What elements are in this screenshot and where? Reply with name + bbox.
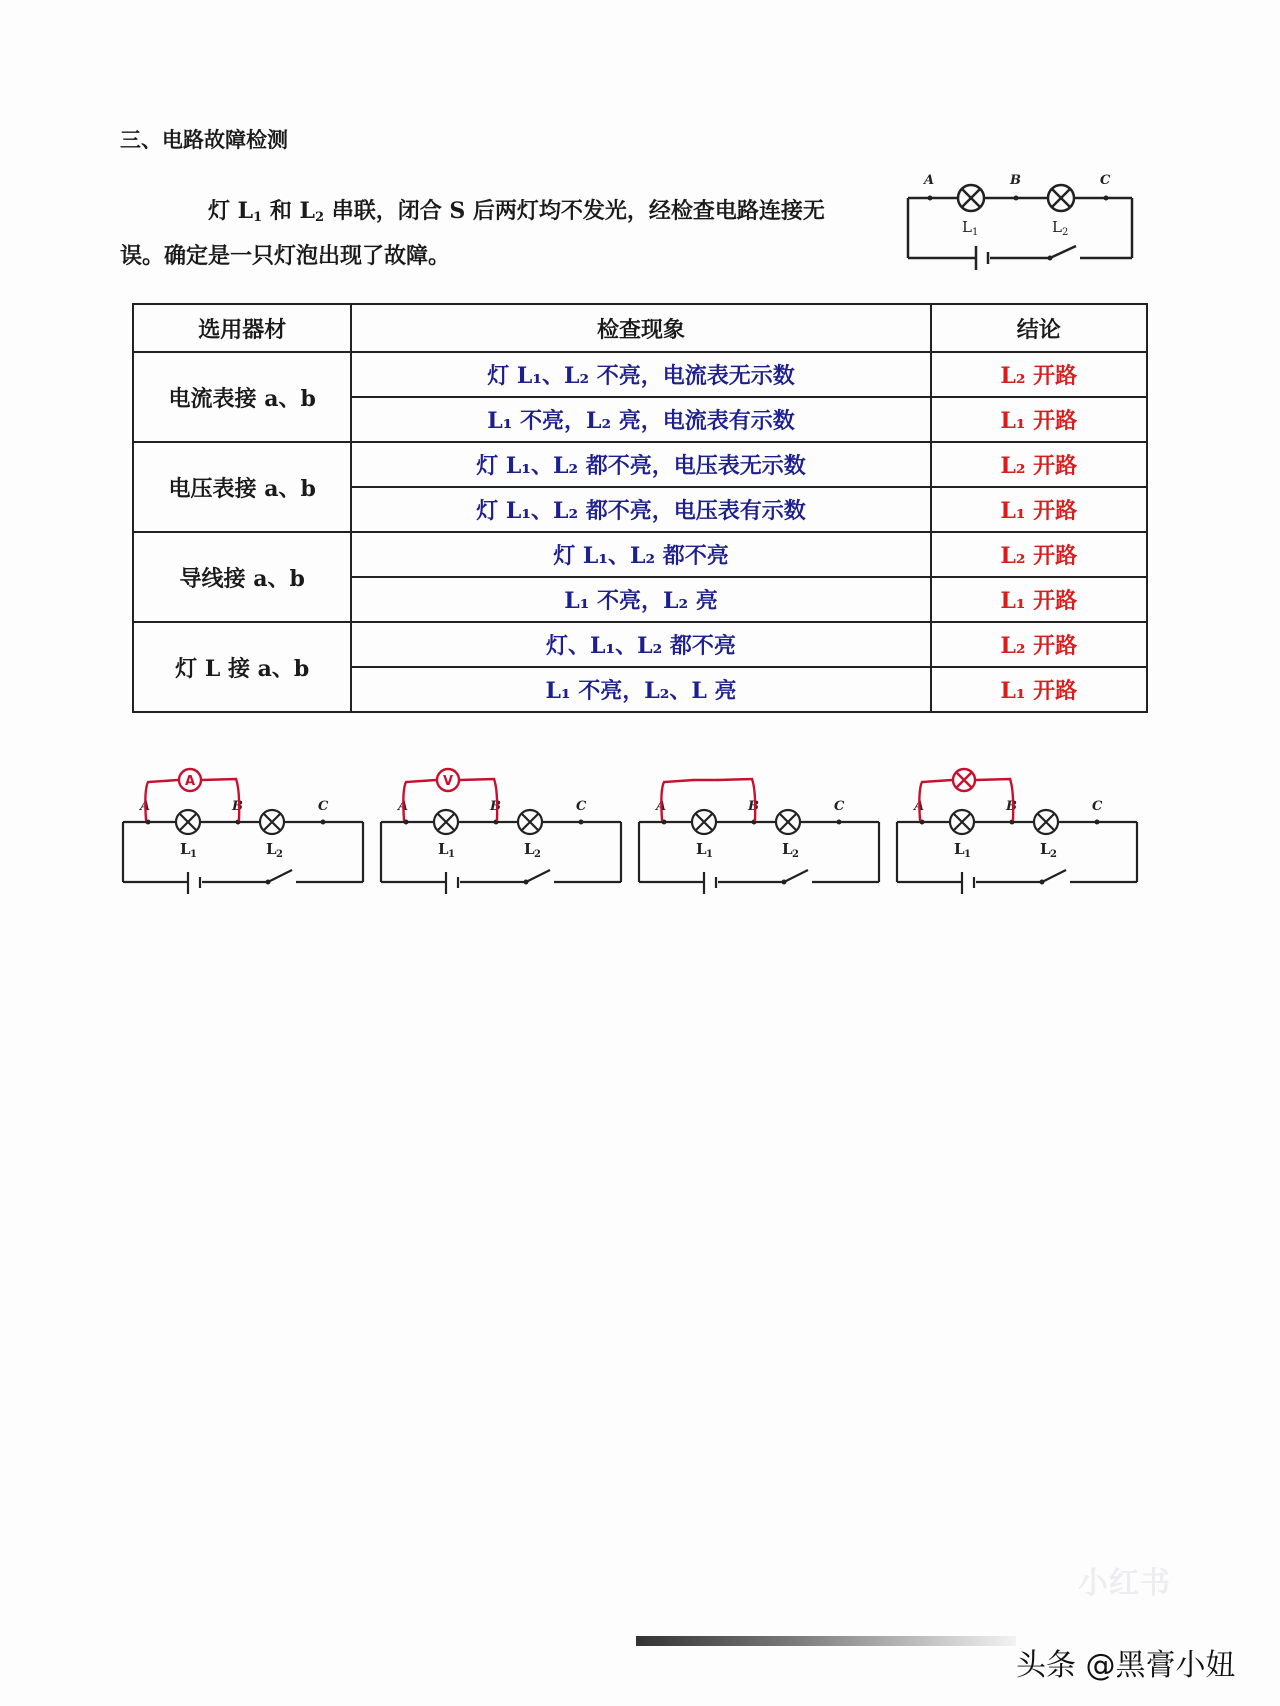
point-c-label: C	[576, 799, 587, 814]
intro-text-1: 灯 L	[208, 198, 254, 224]
l1-label-sub: 1	[190, 849, 197, 860]
annotated-circuits	[118, 760, 1158, 920]
conclusion-cell: L₂ 开路	[931, 442, 1147, 487]
conclusion-cell: L₁ 开路	[931, 667, 1147, 712]
l2-label: L	[524, 840, 535, 858]
point-c-label: C	[318, 799, 329, 814]
table-row	[133, 352, 1147, 397]
l1-label: L	[180, 840, 191, 858]
l2-label: L	[1040, 840, 1051, 858]
point-a-label: A	[914, 799, 925, 814]
l2-label: L	[266, 840, 277, 858]
phenomenon-cell: L₁ 不亮，L₂ 亮，电流表有示数	[351, 397, 930, 442]
l1-label-sub: 1	[706, 849, 713, 860]
equipment-cell: 导线接 a、b	[133, 532, 351, 622]
l2-label: L	[782, 840, 793, 858]
equipment-cell: 灯 L 接 a、b	[133, 622, 351, 712]
conclusion-cell: L₁ 开路	[931, 397, 1147, 442]
circuit-sketch-lamp	[892, 760, 1152, 910]
conclusion-cell: L₂ 开路	[931, 622, 1147, 667]
l2-label-sub: 2	[534, 849, 541, 860]
intro-sub-2: 2	[314, 210, 325, 225]
point-b-label: B	[1010, 173, 1021, 188]
l1-label-sub: 1	[964, 849, 971, 860]
footer-credit: 头条 @黑膏小妞	[1016, 1648, 1236, 1683]
point-b-label: B	[232, 799, 243, 814]
table-row	[133, 442, 1147, 487]
point-c-label: C	[1100, 173, 1111, 188]
l2-label-sub: 2	[1062, 227, 1069, 238]
l2-label: L	[1052, 218, 1062, 236]
l1-label-sub: 1	[972, 227, 979, 238]
circuit-sketch-voltmeter	[376, 760, 636, 910]
l2-label-sub: 2	[792, 849, 799, 860]
intro-paragraph	[120, 192, 860, 275]
point-c-label: C	[1092, 799, 1103, 814]
l1-label: L	[438, 840, 449, 858]
intro-sub-1: 1	[253, 210, 263, 225]
footer-bar	[636, 1636, 1016, 1646]
header-phenomenon: 检查现象	[351, 304, 930, 352]
l2-label-sub: 2	[276, 849, 283, 860]
conclusion-cell: L₁ 开路	[931, 487, 1147, 532]
table-header-row	[133, 304, 1147, 352]
point-b-label: B	[1006, 799, 1017, 814]
l1-label-sub: 1	[448, 849, 455, 860]
phenomenon-cell: L₁ 不亮，L₂ 亮	[351, 577, 930, 622]
header-equipment: 选用器材	[133, 304, 351, 352]
phenomenon-cell: 灯 L₁、L₂ 都不亮，电压表有示数	[351, 487, 930, 532]
intro-text-3: 串联，闭合 S 后两灯均不发光，经检查电路连接无误。确定是一只灯泡出现了故障。	[120, 198, 825, 269]
point-a-label: A	[398, 799, 409, 814]
conclusion-cell: L₂ 开路	[931, 532, 1147, 577]
conclusion-cell: L₁ 开路	[931, 577, 1147, 622]
l1-label: L	[954, 840, 965, 858]
equipment-cell: 电压表接 a、b	[133, 442, 351, 532]
voltmeter-symbol: V	[443, 774, 454, 789]
l1-label: L	[962, 218, 972, 236]
phenomenon-cell: 灯、L₁、L₂ 都不亮	[351, 622, 930, 667]
reference-circuit-diagram	[900, 170, 1140, 270]
fault-detection-table	[132, 303, 1148, 713]
point-b-label: B	[490, 799, 501, 814]
circuit-sketch-wire	[634, 760, 894, 910]
l1-label: L	[696, 840, 707, 858]
header-conclusion: 结论	[931, 304, 1147, 352]
table-row	[133, 622, 1147, 667]
conclusion-cell: L₂ 开路	[931, 352, 1147, 397]
point-a-label: A	[140, 799, 151, 814]
phenomenon-cell: 灯 L₁、L₂ 都不亮，电压表无示数	[351, 442, 930, 487]
point-b-label: B	[748, 799, 759, 814]
l2-label-sub: 2	[1050, 849, 1057, 860]
table-row	[133, 532, 1147, 577]
equipment-cell: 电流表接 a、b	[133, 352, 351, 442]
phenomenon-cell: 灯 L₁、L₂ 不亮，电流表无示数	[351, 352, 930, 397]
phenomenon-cell: 灯 L₁、L₂ 都不亮	[351, 532, 930, 577]
intro-text-2: 和 L	[262, 198, 315, 224]
point-a-label: A	[924, 173, 935, 188]
circuit-sketch-ammeter	[118, 760, 378, 910]
point-a-label: A	[656, 799, 667, 814]
point-c-label: C	[834, 799, 845, 814]
ammeter-symbol: A	[185, 774, 196, 789]
phenomenon-cell: L₁ 不亮，L₂、L 亮	[351, 667, 930, 712]
section-title: 三、电路故障检测	[120, 128, 288, 152]
watermark: 小红书	[1078, 1566, 1171, 1601]
